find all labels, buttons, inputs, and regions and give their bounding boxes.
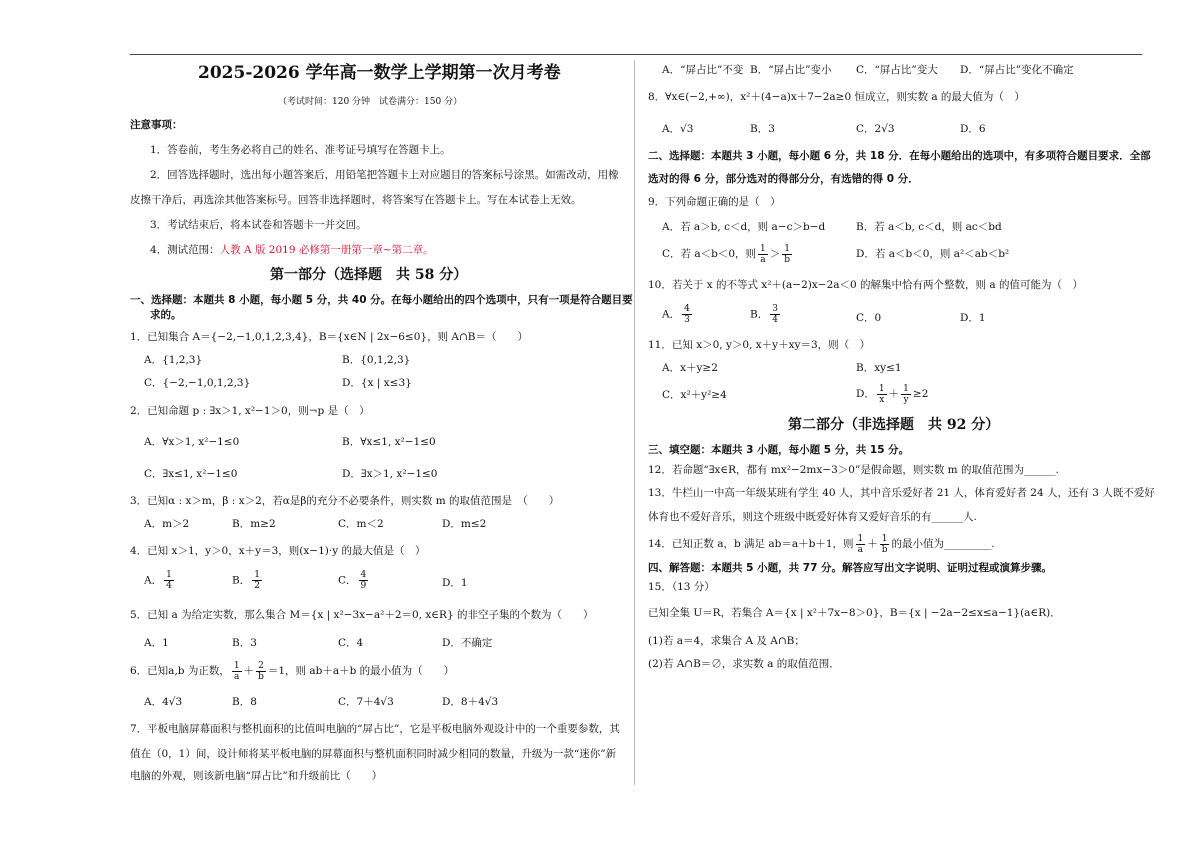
q10-option-b xyxy=(750,304,782,325)
column-divider xyxy=(634,60,635,785)
q4-stem: 4．已知 x＞1，y＞0，x＋y＝3，则(x−1)·y 的最大值是（ ） xyxy=(130,545,426,557)
numerator: 2 xyxy=(258,660,264,671)
q7-option-d: D．“屏占比”变化不确定 xyxy=(960,64,1074,76)
q1-option-b: B．{0,1,2,3} xyxy=(342,354,411,366)
note-4 xyxy=(150,243,434,257)
section2-instructions-a: 二、选择题：本题共 3 小题，每小题 6 分，共 18 分．在每小题给出的选项中，有多项符合题目要求．全部 xyxy=(648,150,1151,162)
q15-heading: 15．（13 分） xyxy=(648,581,715,593)
q6-option-c: C．7＋4√3 xyxy=(338,696,394,708)
section2-instructions-b: 选对的得 6 分，部分选对的得部分分，有选错的得 0 分． xyxy=(648,173,919,185)
note-2a: 2．回答选择题时，选出每小题答案后，用铅笔把答题卡上对应题目的答案标号涂黑。如需改动，用橡 xyxy=(150,169,619,181)
q9-stem: 9．下列命题正确的是（ ） xyxy=(648,196,781,208)
q6-option-d: D．8＋4√3 xyxy=(442,696,499,708)
q2-option-d: D．∃x＞1, x²−1≤0 xyxy=(342,468,438,480)
note-3: 3．考试结束后，将本试卷和答题卡一并交回。 xyxy=(150,219,367,231)
denominator: x xyxy=(879,394,885,405)
denominator: a xyxy=(760,254,766,265)
q1-option-d: D．{x | x≤3} xyxy=(342,377,412,389)
q15-part-2: (2)若 A∩B＝∅，求实数 a 的取值范围． xyxy=(648,658,840,670)
numerator: 1 xyxy=(881,533,888,544)
note-1: 1．答卷前，考生务必将自己的姓名、准考证号填写在答题卡上。 xyxy=(150,144,451,156)
q9-option-b: B．若 a＜b, c＜d，则 ac＜bd xyxy=(856,221,1002,233)
numerator: 1 xyxy=(784,243,791,254)
q6-fraction-1 xyxy=(232,661,242,682)
denominator: y xyxy=(903,394,909,405)
note-2b: 皮擦干净后，再选涂其他答案标号。回答非选择题时，将答案写在答题卡上。写在本试卷上无效。 xyxy=(130,194,582,206)
greater-sign: ＞ xyxy=(769,248,781,260)
section1-instructions-b: 求的。 xyxy=(150,309,182,321)
q4-option-a-label: A． xyxy=(144,574,163,587)
q10-option-b-label: B． xyxy=(750,308,769,321)
plus-sign: ＋ xyxy=(243,665,255,677)
q4-option-c xyxy=(338,570,370,591)
q8-option-c: C．2√3 xyxy=(856,123,895,135)
notes-heading: 注意事项： xyxy=(130,119,183,131)
q7-line-1: 7．平板电脑屏幕面积与整机面积的比值叫电脑的“屏占比”，它是平板电脑外观设计中的一个重要参数，其 xyxy=(130,723,620,735)
q6-fraction-2 xyxy=(256,661,266,682)
numerator: 1 xyxy=(760,243,766,254)
q7-option-c: C．“屏占比”变大 xyxy=(856,64,938,76)
q10-option-a-label: A． xyxy=(662,308,681,321)
q8-option-a: A．√3 xyxy=(662,123,694,135)
q10-option-a xyxy=(662,304,694,325)
q14-stem-post: 的最小值为_________. xyxy=(891,538,995,550)
q10-option-b-fraction xyxy=(770,304,780,325)
q4-option-a xyxy=(144,570,176,591)
denominator: b xyxy=(881,544,888,555)
q3-option-a: A．m＞2 xyxy=(144,518,190,530)
denominator: a xyxy=(234,671,240,682)
q11-stem: 11．已知 x＞0, y＞0, x＋y＋xy＝3，则（ ） xyxy=(648,339,871,351)
q6-option-b: B．8 xyxy=(232,696,257,708)
q6-option-a: A．4√3 xyxy=(144,696,183,708)
q13-line-1: 13．牛栏山一中高一年级某班有学生 40 人，其中音乐爱好者 21 人，体育爱好者 24 人，还有 3 人既不爱好 xyxy=(648,487,1155,499)
plus-sign: ＋ xyxy=(867,538,878,550)
denominator: a xyxy=(857,544,864,555)
q4-option-b xyxy=(232,570,264,591)
q4-option-d: D．1 xyxy=(442,577,468,589)
q3-stem: 3．已知α : x＞m，β : x＞2，若α是β的充分不必要条件，则实数 m 的取值范围是 （ ） xyxy=(130,495,560,507)
numerator: 4 xyxy=(360,570,367,580)
denominator: 4 xyxy=(772,315,778,325)
q8-option-d: D．6 xyxy=(960,123,986,135)
q10-option-d: D．1 xyxy=(960,312,986,324)
note-4-prefix: 4．测试范围： xyxy=(150,244,220,256)
q1-stem: 1．已知集合 A＝{−2,−1,0,1,2,3,4}，B＝{x∈N | 2x−6≤0}，则 A∩B＝（ ） xyxy=(130,331,529,343)
q11-option-b: B．xy≤1 xyxy=(856,362,902,374)
q4-option-c-label: C． xyxy=(338,574,357,587)
q12-stem: 12．若命题“∃x∈R，都有 mx²−2mx−3＞0”是假命题，则实数 m 的取值范围为______. xyxy=(648,464,1059,476)
q7-option-a: A．“屏占比”不变 xyxy=(662,64,744,76)
denominator: b xyxy=(784,254,791,265)
section4-instructions: 四、解答题：本题共 5 小题，共 77 分。解答应写出文字说明、证明过程或演算步骤。 xyxy=(648,562,1053,574)
q2-option-a: A．∀x＞1, x²−1≤0 xyxy=(144,436,240,448)
denominator: 4 xyxy=(166,581,172,591)
q7-option-b: B．“屏占比”变小 xyxy=(750,64,832,76)
q5-stem: 5．已知 a 为给定实数，那么集合 M＝{x | x²−3x−a²＋2＝0, x∈R} 的非空子集的个数为（ ） xyxy=(130,609,594,621)
denominator: 2 xyxy=(254,581,260,591)
q5-option-b: B．3 xyxy=(232,637,257,649)
q10-option-c: C．0 xyxy=(856,312,882,324)
top-rule xyxy=(130,54,1142,55)
q3-option-d: D．m≤2 xyxy=(442,518,487,530)
q4-option-b-label: B． xyxy=(232,574,251,587)
denominator: b xyxy=(258,671,264,682)
q6-stem xyxy=(130,659,454,683)
q2-option-c: C．∃x≤1, x²−1≤0 xyxy=(144,468,238,480)
q11-option-d-post: ≥2 xyxy=(912,388,929,400)
q5-option-c: C．4 xyxy=(338,637,364,649)
q1-option-a: A．{1,2,3} xyxy=(144,354,203,366)
q1-option-c: C．{−2,−1,0,1,2,3} xyxy=(144,377,251,389)
q11-d-fraction-2 xyxy=(901,384,911,405)
numerator: 1 xyxy=(254,570,260,580)
numerator: 1 xyxy=(233,660,240,671)
q4-option-b-fraction xyxy=(252,570,262,591)
q11-option-d xyxy=(856,382,928,406)
q14-fraction-2 xyxy=(880,534,890,555)
q10-stem: 10．若关于 x 的不等式 x²＋(a−2)x−2a＜0 的解集中恰有两个整数，则 a 的值可能为（ ） xyxy=(648,279,1083,291)
numerator: 3 xyxy=(772,304,778,314)
test-scope: 人教 A 版 2019 必修第一册第一章~第二章。 xyxy=(219,244,434,256)
part1-heading: 第一部分（选择题 共 58 分） xyxy=(270,267,468,283)
q2-option-b: B．∀x≤1, x²−1≤0 xyxy=(342,436,436,448)
q4-option-c-fraction xyxy=(359,570,369,591)
q6-stem-post: ＝1，则 ab＋a＋b 的最小值为（ ） xyxy=(267,665,455,677)
q8-option-b: B．3 xyxy=(750,123,775,135)
q11-d-fraction-1 xyxy=(877,384,887,405)
numerator: 1 xyxy=(903,383,909,394)
q9-option-c xyxy=(662,242,794,266)
numerator: 1 xyxy=(166,570,172,580)
exam-title: 2025-2026 学年高一数学上学期第一次月考卷 xyxy=(198,63,561,83)
q9-c-fraction-2 xyxy=(782,244,792,265)
section3-instructions: 三、填空题：本题共 3 小题，每小题 5 分，共 15 分。 xyxy=(648,444,910,456)
q9-option-d: D．若 a＜b＜0，则 a²＜ab＜b² xyxy=(856,248,1010,260)
q9-option-c-pre: C．若 a＜b＜0，则 xyxy=(662,248,757,260)
q5-option-a: A．1 xyxy=(144,637,169,649)
plus-sign: ＋ xyxy=(888,388,900,400)
denominator: 3 xyxy=(684,315,690,325)
q15-stem: 已知全集 U＝R，若集合 A＝{x | x²＋7x−8＞0}，B＝{x | −2a−2≤x≤a−1}(a∈R)． xyxy=(648,607,1061,619)
q11-option-a: A．x＋y≥2 xyxy=(662,362,718,374)
q2-stem: 2．已知命题 p : ∃x＞1, x²−1＞0，则¬p 是（ ） xyxy=(130,405,370,417)
q7-line-3: 电脑的外观，则该新电脑“屏占比”和升级前比（ ） xyxy=(130,770,383,782)
q9-c-fraction-1 xyxy=(758,244,768,265)
q7-line-2: 值在（0，1）间，设计师将某平板电脑的屏幕面积与整机面积同时减少相同的数量，升级为一款“迷你”新 xyxy=(130,748,617,760)
q6-stem-pre: 6．已知a,b 为正数， xyxy=(130,665,230,677)
part2-heading: 第二部分（非选择题 共 92 分） xyxy=(788,417,1000,433)
denominator: 9 xyxy=(360,581,367,591)
q11-option-c: C．x²＋y²≥4 xyxy=(662,389,727,401)
q14-stem-pre: 14．已知正数 a，b 满足 ab＝a＋b＋1，则 xyxy=(648,538,854,550)
q8-stem: 8．∀x∈(−2,+∞)，x²＋(4−a)x＋7−2a≥0 恒成立，则实数 a 的最大值为（ ） xyxy=(648,91,1025,103)
q13-line-2: 体育也不爱好音乐，则这个班级中既爱好体育又爱好音乐的有______人. xyxy=(648,511,977,523)
q14-stem xyxy=(648,532,995,556)
q4-option-a-fraction xyxy=(164,570,174,591)
q11-option-d-pre: D． xyxy=(856,388,875,400)
q14-fraction-1 xyxy=(856,534,866,555)
q5-option-d: D．不确定 xyxy=(442,637,493,649)
numerator: 1 xyxy=(878,383,885,394)
q15-part-1: (1)若 a＝4，求集合 A 及 A∩B； xyxy=(648,635,805,647)
q9-option-a: A．若 a＞b, c＜d，则 a−c＞b−d xyxy=(662,221,826,233)
q3-option-c: C．m＜2 xyxy=(338,518,384,530)
q3-option-b: B．m≥2 xyxy=(232,518,276,530)
q10-option-a-fraction xyxy=(682,304,692,325)
numerator: 4 xyxy=(684,304,690,314)
section1-instructions-a: 一、选择题：本题共 8 小题，每小题 5 分，共 40 分。在每小题给出的四个选项中，只有一项是符合题目要 xyxy=(130,294,633,306)
numerator: 1 xyxy=(857,533,864,544)
exam-subtitle: （考试时间：120 分钟 试卷满分：150 分） xyxy=(278,97,463,107)
